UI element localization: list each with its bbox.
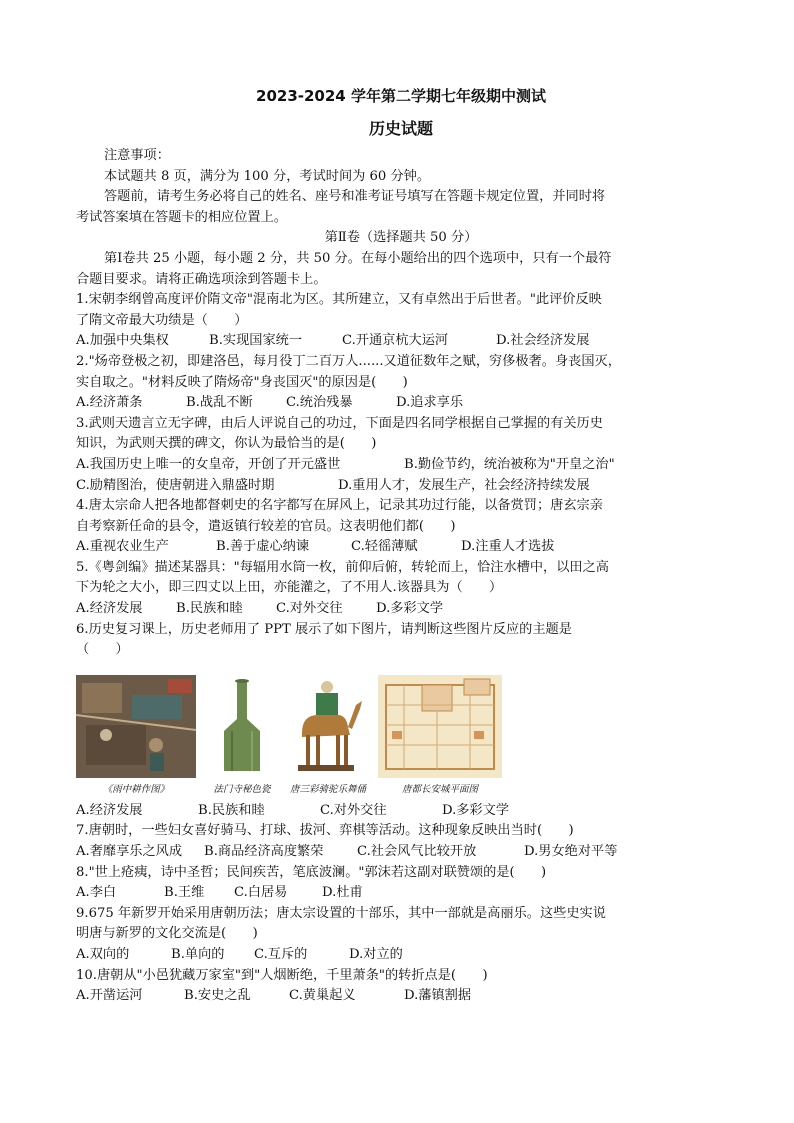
option-c[interactable]: C.黄巢起义: [289, 988, 356, 1004]
option-a[interactable]: A.经济发展: [76, 802, 143, 818]
notes-line-2a: 答题前，请考生务必将自己的姓名、座号和准考证号填写在答题卡规定位置，并同时将: [104, 189, 606, 205]
option-d[interactable]: D.杜甫: [322, 885, 363, 901]
question-stem-line: 下为轮之大小，即三四丈以上田，亦能灌之，了不用人.该器具为（ ）: [76, 580, 503, 596]
question-item: [76, 414, 726, 496]
options-row: [76, 599, 726, 620]
option-b[interactable]: B.安史之乱: [184, 988, 251, 1004]
figure-vase: [206, 675, 278, 795]
question-stem-line: 2."炀帝登极之初，即建洛邑，每月役丁二百万人......又道征数年之赋，穷侈极奢。身丧国灭，: [76, 353, 621, 369]
option-b[interactable]: B.民族和睦: [198, 802, 265, 818]
option-a[interactable]: A.经济萧条: [76, 395, 143, 411]
option-a[interactable]: A.我国历史上唯一的女皇帝，开创了开元盛世: [76, 456, 341, 472]
question-stem-line: 4.唐太宗命人把各地都督刺史的名字都写在屏风上，记录其功过行能，以备赏罚；唐玄宗亲: [76, 498, 603, 514]
mural-painting-icon: [76, 675, 196, 778]
question-item: [76, 352, 726, 414]
question-stem-line: 自考察新任命的县令，遣返镇行较差的官员。这表明他们都( ): [76, 518, 456, 534]
options-row: [76, 331, 726, 352]
option-d[interactable]: D.追求享乐: [396, 395, 464, 411]
option-d[interactable]: D.多彩文学: [376, 601, 444, 617]
question-item: [76, 904, 726, 966]
option-a[interactable]: A.重视农业生产: [76, 539, 169, 555]
option-c[interactable]: C.对外交往: [276, 601, 343, 617]
option-a[interactable]: A.奢靡享乐之风成: [76, 844, 183, 860]
question-stem-line: 了隋文帝最大功绩是（ ）: [76, 312, 248, 328]
options-row: [76, 883, 726, 904]
notes-label: 注意事项：: [104, 148, 170, 163]
question-list-a: [76, 290, 726, 661]
question-stem-line: （ ）: [76, 642, 129, 658]
question-stem-line: 6.历史复习课上，历史老师用了 PPT 展示了如下图片，请判断这些图片反应的主题是: [76, 621, 572, 637]
tang-camel-figurine-icon: [288, 675, 368, 778]
options-row: [76, 986, 726, 1007]
options-row: [76, 842, 726, 863]
question-stem-line: 知识，为武则天撰的碑文，你认为最恰当的是( ): [76, 436, 377, 452]
options-row: [76, 476, 726, 497]
question-item: [76, 966, 726, 1007]
question-stem-line: 7.唐朝时，一些妇女喜好骑马、打球、拔河、弈棋等活动。这种现象反映出当时( ): [76, 823, 574, 839]
question-item: [76, 821, 726, 862]
figure-gallery: [76, 675, 726, 795]
question-item: [76, 620, 726, 661]
question-stem-line: 10.唐朝从"小邑犹藏万家室"到"人烟断绝，千里萧条"的转折点是( ): [76, 967, 488, 983]
option-c[interactable]: C.统治残暴: [286, 395, 353, 411]
figure-caption: 法门寺秘色瓷: [213, 783, 271, 795]
figure-camel: [288, 675, 368, 795]
options-row: [76, 393, 726, 414]
question-stem-line: 9.675 年新罗开始采用唐朝历法；唐太宗设置的十部乐，其中一部就是高丽乐。这些史实说: [76, 905, 606, 921]
section-intro-b: 合题目要求。请将正确选项涂到答题卡上。: [76, 271, 327, 287]
question-item: [76, 496, 726, 558]
celadon-vase-icon: [206, 675, 278, 778]
question-stem-line: 8."世上疮痍，诗中圣哲；民间疾苦，笔底波澜。"郭沫若这副对联赞颂的是( ): [76, 864, 547, 880]
option-c[interactable]: C.白居易: [234, 885, 288, 901]
option-d[interactable]: D.多彩文学: [442, 802, 510, 818]
option-c[interactable]: C.轻徭薄赋: [351, 539, 418, 555]
option-a[interactable]: A.李白: [76, 885, 117, 901]
question-stem-line: 1.宋朝李纲曾高度评价隋文帝"混南北为区。其所建立，又有卓然出于后世者。"此评价反映: [76, 292, 602, 308]
question-item: [76, 290, 726, 352]
question-item: [76, 863, 726, 904]
question-stem-line: 明唐与新罗的文化交流是( ): [76, 926, 258, 942]
exam-title: 2023-2024 学年第二学期七年级期中测试: [256, 87, 546, 105]
notes-line-2b: 考试答案填在答题卡的相应位置上。: [76, 209, 287, 225]
option-a[interactable]: A.经济发展: [76, 601, 143, 617]
option-a[interactable]: A.双向的: [76, 947, 130, 962]
exam-page: [76, 86, 726, 1007]
option-d[interactable]: D.藩镇割据: [404, 988, 472, 1004]
q6-options: [76, 801, 726, 822]
option-c[interactable]: C.对外交往: [320, 802, 387, 818]
option-b[interactable]: B.勤俭节约，统治被称为"开皇之治": [404, 456, 615, 472]
option-d[interactable]: D.男女绝对平等: [524, 844, 618, 860]
options-row: [76, 945, 726, 966]
option-b[interactable]: B.战乱不断: [186, 395, 253, 411]
option-c[interactable]: C.互斥的: [254, 947, 308, 962]
option-b[interactable]: B.善于虚心纳谏: [216, 539, 310, 555]
options-row: [76, 537, 726, 558]
option-b[interactable]: B.王维: [164, 885, 205, 901]
question-list-b: [76, 821, 726, 1006]
question-stem-line: 实自取之。"材料反映了隋炀帝"身丧国灭"的原因是( ): [76, 374, 408, 390]
option-b[interactable]: B.商品经济高度繁荣: [204, 844, 324, 860]
changan-city-map-icon: [378, 675, 502, 778]
figure-caption: 《雨中耕作图》: [102, 783, 170, 795]
options-row: [76, 455, 726, 476]
exam-subtitle: 历史试题: [368, 119, 433, 138]
section-heading: 第Ⅱ卷（选择题共 50 分）: [324, 230, 478, 246]
option-b[interactable]: B.民族和睦: [176, 601, 243, 617]
option-a[interactable]: A.加强中央集权: [76, 333, 169, 349]
figure-caption: 唐三彩骑驼乐舞俑: [289, 783, 366, 795]
option-b[interactable]: B.单向的: [171, 947, 225, 962]
option-c[interactable]: C.开通京杭大运河: [342, 333, 449, 349]
question-stem-line: 3.武则天遗言立无字碑，由后人评说自己的功过，下面是四名同学根据自己掌握的有关历史: [76, 415, 603, 431]
figure-mural: [76, 675, 196, 795]
option-d[interactable]: D.重用人才，发展生产，社会经济持续发展: [338, 477, 590, 493]
option-d[interactable]: D.社会经济发展: [496, 333, 590, 349]
figure-map: [378, 675, 502, 795]
option-d[interactable]: D.注重人才选拔: [461, 539, 555, 555]
question-stem-line: 5.《粤剑编》描述某器具："每辐用水筒一枚，前仰后俯，转轮而上，恰注水槽中，以田之高: [76, 559, 609, 575]
question-item: [76, 558, 726, 620]
notes-line-1: 本试题共 8 页，满分为 100 分，考试时间为 60 分钟。: [104, 168, 431, 184]
option-c[interactable]: C.励精图治，使唐朝进入鼎盛时期: [76, 477, 275, 493]
section-intro-a: 第Ⅰ卷共 25 小题，每小题 2 分，共 50 分。在每小题给出的四个选项中，只有一个最符: [104, 250, 612, 266]
figure-caption: 唐都长安城平面图: [401, 783, 478, 795]
option-b[interactable]: B.实现国家统一: [209, 333, 303, 349]
option-d[interactable]: D.对立的: [349, 947, 403, 962]
option-c[interactable]: C.社会风气比较开放: [357, 844, 477, 860]
option-a[interactable]: A.开凿运河: [76, 988, 143, 1004]
